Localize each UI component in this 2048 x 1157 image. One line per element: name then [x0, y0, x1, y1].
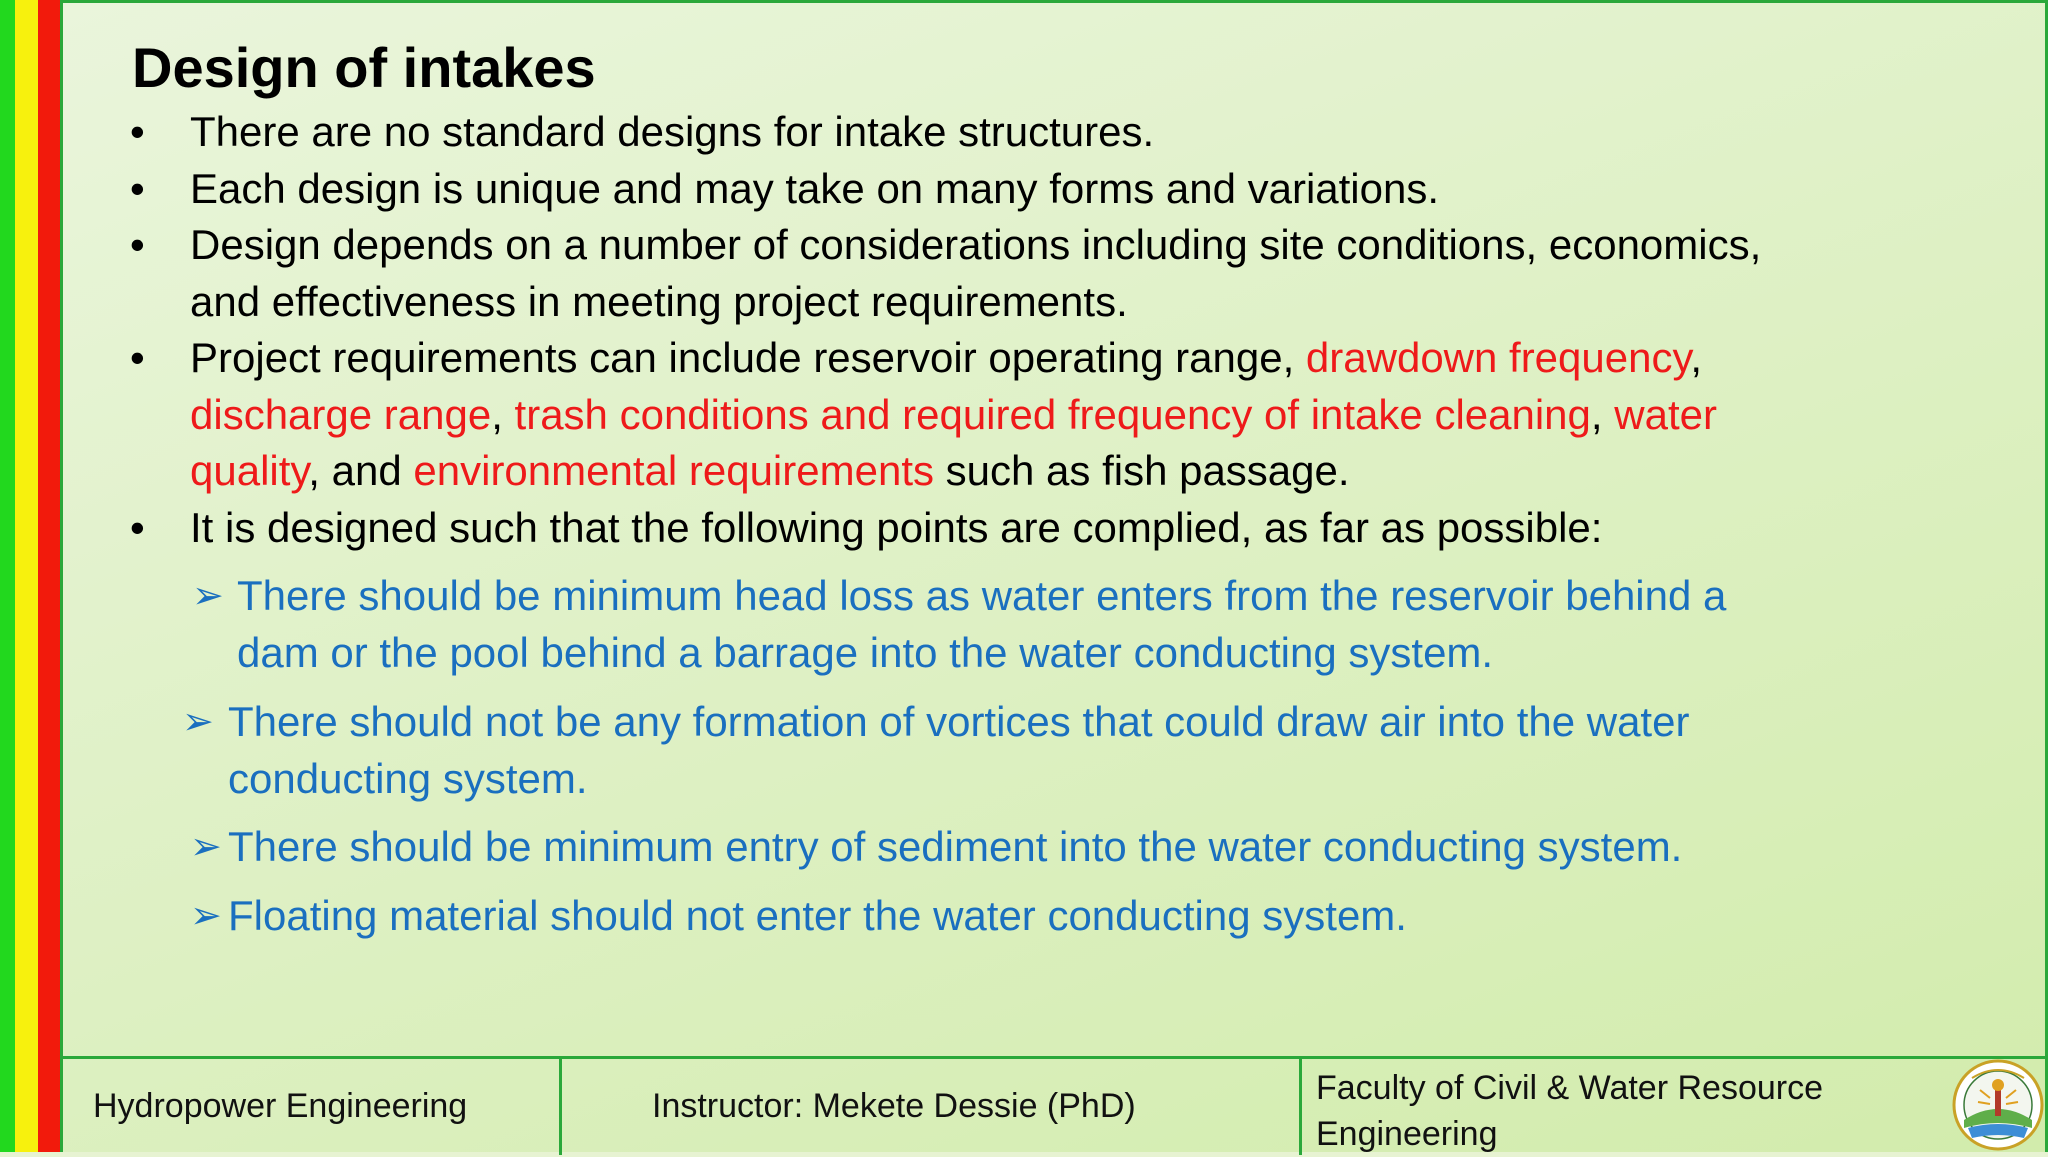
- university-seal-icon: [1950, 1058, 2046, 1152]
- slide-footer: [63, 1056, 2048, 1155]
- footer-faculty: Faculty of Civil & Water Resource Engineering: [1316, 1069, 1823, 1153]
- bullet-item-project-requirements: • Project requirements can include reservoir operating range, drawdown frequency, discharge range, trash conditions and required frequency of intake cleaning, water quality, and environmental requirements such as fish passage.: [130, 330, 1960, 500]
- footer-instructor: Instructor: Mekete Dessie (PhD): [652, 1087, 1136, 1125]
- bullet-dot: •: [130, 221, 145, 268]
- sub-point: ➢ Floating material should not enter the water conducting system.: [190, 888, 1988, 945]
- footer-course: Hydropower Engineering: [93, 1087, 468, 1125]
- arrow-bullet-icon: ➢: [190, 826, 222, 868]
- arrow-bullet-icon: ➢: [190, 895, 222, 937]
- bullet-item: • There are no standard designs for intake structures.: [130, 104, 1960, 161]
- arrow-bullet-icon: ➢: [182, 701, 214, 743]
- flag-stripe-yellow: [15, 0, 38, 1152]
- arrow-bullet-icon: ➢: [192, 575, 224, 617]
- bullet-item: • It is designed such that the following points are complied, as far as possible:: [130, 500, 1960, 557]
- highlight-text: drawdown frequency: [1305, 334, 1691, 381]
- highlight-text: water: [1614, 390, 1717, 438]
- slide-title: Design of intakes: [132, 36, 596, 99]
- footer-course-cell: [63, 1059, 559, 1155]
- sub-point: ➢ There should be minimum entry of sediment into the water conducting system.: [190, 819, 1988, 876]
- flag-stripe-green: [0, 0, 15, 1152]
- highlight-text: environmental requirements: [413, 447, 934, 494]
- highlight-text: discharge range: [190, 390, 492, 438]
- bullet-list: [130, 104, 1960, 556]
- left-border-line: [60, 0, 63, 1152]
- bullet-dot: •: [130, 503, 145, 551]
- footer-faculty-cell: [1299, 1059, 1952, 1155]
- bullet-dot: •: [130, 108, 145, 155]
- sub-point: ➢ There should not be any formation of vortices that could draw air into the water conducting system.: [182, 694, 1988, 807]
- top-border-line: [60, 0, 2048, 3]
- bullet-item: • Each design is unique and may take on many forms and variations.: [130, 161, 1960, 218]
- highlight-text: quality: [190, 447, 309, 494]
- bullet-dot: •: [130, 164, 145, 212]
- bullet-item: • Design depends on a number of considerations including site conditions, economics, and effectiveness in meeting project requirements.: [130, 217, 1960, 330]
- footer-instructor-cell: [559, 1059, 1302, 1155]
- sub-point: ➢ There should be minimum head loss as water enters from the reservoir behind a dam or the pool behind a barrage into the water conducting system.: [192, 568, 1997, 681]
- highlight-text: trash conditions and required frequency of intake cleaning: [514, 390, 1591, 438]
- flag-stripe-red: [38, 0, 60, 1152]
- bullet-dot: •: [130, 334, 145, 381]
